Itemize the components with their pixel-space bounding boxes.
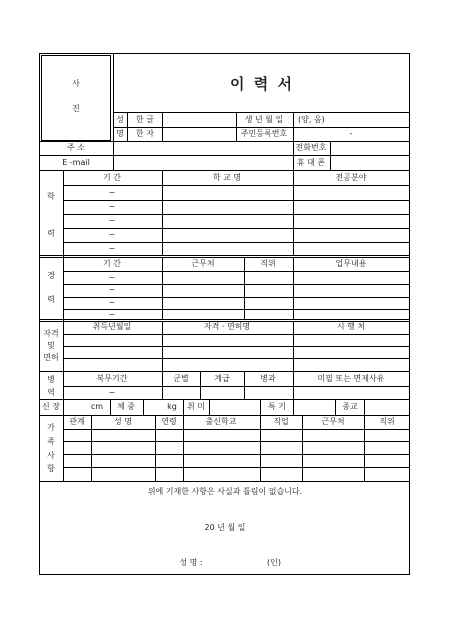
divider [63,415,64,481]
career-section-label: 경 [47,271,55,280]
divider [63,467,410,468]
divider [200,371,201,399]
divider [330,141,331,170]
career-period-mark[interactable]: ~ [108,310,116,319]
divider [155,415,156,481]
divider [293,170,294,256]
military-section-label: 역 [47,388,55,397]
divider [113,112,410,113]
divider [293,371,294,399]
family-header-school: 출신학교 [205,417,237,426]
family-section-label: 사 [47,451,55,460]
divider [91,415,92,481]
career-header-period: 기 간 [103,259,121,268]
divider [39,371,410,372]
rrn-label: 주민등록번호 [240,129,288,138]
divider [39,415,410,416]
education-period-mark[interactable]: ~ [108,216,116,225]
photo-label: 사 [72,79,80,88]
date-line[interactable]: 20 년 월 일 [204,523,246,532]
license-header-issuer: 시 행 처 [336,322,366,331]
divider [63,185,410,186]
education-header-school: 학 교 명 [212,173,242,182]
education-period-mark[interactable]: ~ [108,188,116,197]
rrn-value[interactable]: - [349,129,353,138]
divider [63,242,410,243]
hanja-label: 한 자 [136,129,154,138]
divider [63,441,410,442]
name-label: 성 [116,115,124,124]
name-label: 명 [116,129,124,138]
family-header-relation: 관계 [69,417,85,426]
license-section-label: 및 [47,341,55,350]
family-header-job: 직업 [273,417,289,426]
divider [63,200,410,201]
divider [63,454,410,455]
hangul-label: 한 글 [136,115,154,124]
divider [63,271,410,272]
divider [209,399,210,415]
divider [260,399,261,415]
divider [162,170,163,256]
birth-value[interactable]: (양, 음) [298,115,325,124]
divider [143,399,144,415]
divider [39,481,410,482]
photo-box[interactable] [41,55,111,141]
career-section-label: 력 [47,295,55,304]
military-header-specialty: 병과 [260,374,276,383]
divider [293,141,294,170]
divider [63,228,410,229]
license-section-label: 면허 [43,353,59,362]
photo-label: 진 [72,104,80,113]
divider [244,258,245,320]
email-label: E -mail [62,158,90,167]
divider [293,399,294,415]
divider [183,415,184,481]
mobile-label: 휴 대 폰 [296,158,326,167]
career-header-position: 직위 [260,259,276,268]
page-title: 이 력 서 [230,75,294,93]
divider [364,399,365,415]
career-period-mark[interactable]: ~ [108,285,116,294]
license-header-name: 자격 · 면허명 [203,322,251,331]
divider [39,170,410,171]
divider [63,399,64,415]
divider [293,112,294,141]
military-header-rank: 계급 [214,374,230,383]
career-header-company: 근무처 [191,259,215,268]
divider [335,399,336,415]
divider [113,127,410,128]
family-section-label: 족 [47,437,55,446]
weight-label: 체 중 [117,402,135,411]
divider [63,358,410,359]
divider [63,346,410,347]
education-section-label: 력 [47,229,55,238]
hobby-label: 취 미 [187,402,205,411]
divider [302,415,303,481]
career-period-mark[interactable]: ~ [108,273,116,282]
divider [113,141,114,170]
military-header-period: 복무기간 [96,374,128,383]
education-period-mark[interactable]: ~ [108,244,116,253]
skill-label: 특 기 [268,402,286,411]
family-header-age: 연령 [161,417,177,426]
statement-text: 위에 기재한 사항은 사실과 틀림이 없습니다. [147,487,303,496]
sign-label: 성 명 : [179,558,203,567]
divider [364,415,365,481]
divider [39,155,410,156]
address-label: 주 소 [67,143,85,152]
family-header-position: 직위 [379,417,395,426]
family-section-label: 가 [47,423,55,432]
religion-label: 종교 [342,402,358,411]
divider [162,112,163,141]
divider [260,415,261,481]
divider [39,399,410,400]
education-period-mark[interactable]: ~ [108,230,116,239]
family-header-workplace: 근무처 [321,417,345,426]
education-period-mark[interactable]: ~ [108,202,116,211]
divider [110,399,111,415]
family-header-name: 성 명 [114,417,132,426]
education-section-label: 학 [47,192,55,201]
weight-unit: kg [167,402,177,411]
phone-label: 전화번호 [295,143,327,152]
divider [63,334,410,335]
birth-label: 생 년 월 일 [244,115,284,124]
divider [183,399,184,415]
career-header-duties: 업무내용 [335,259,367,268]
license-header-date: 취득년월일 [92,322,132,331]
divider [236,112,237,141]
divider [293,258,294,320]
divider [63,429,410,430]
seal-mark[interactable]: (인) [267,558,281,567]
divider [63,386,410,387]
military-header-exemption: 미필 또는 면제사유 [317,374,385,383]
family-section-label: 항 [47,464,55,473]
license-section-label: 자격 [43,329,59,338]
education-header-period: 기 간 [103,173,121,182]
height-label: 신 장 [42,402,60,411]
divider [39,141,410,142]
divider [63,214,410,215]
divider [127,112,128,141]
divider [293,322,294,371]
section-divider [39,255,410,258]
career-period-mark[interactable]: ~ [108,298,116,307]
divider [162,258,163,320]
divider [162,371,163,399]
divider [162,322,163,371]
divider [244,371,245,399]
education-header-major: 전공분야 [335,173,367,182]
height-unit: cm [90,402,104,411]
military-period-mark[interactable]: ~ [108,388,116,397]
military-header-branch: 군별 [173,374,189,383]
military-section-label: 병 [47,375,55,384]
